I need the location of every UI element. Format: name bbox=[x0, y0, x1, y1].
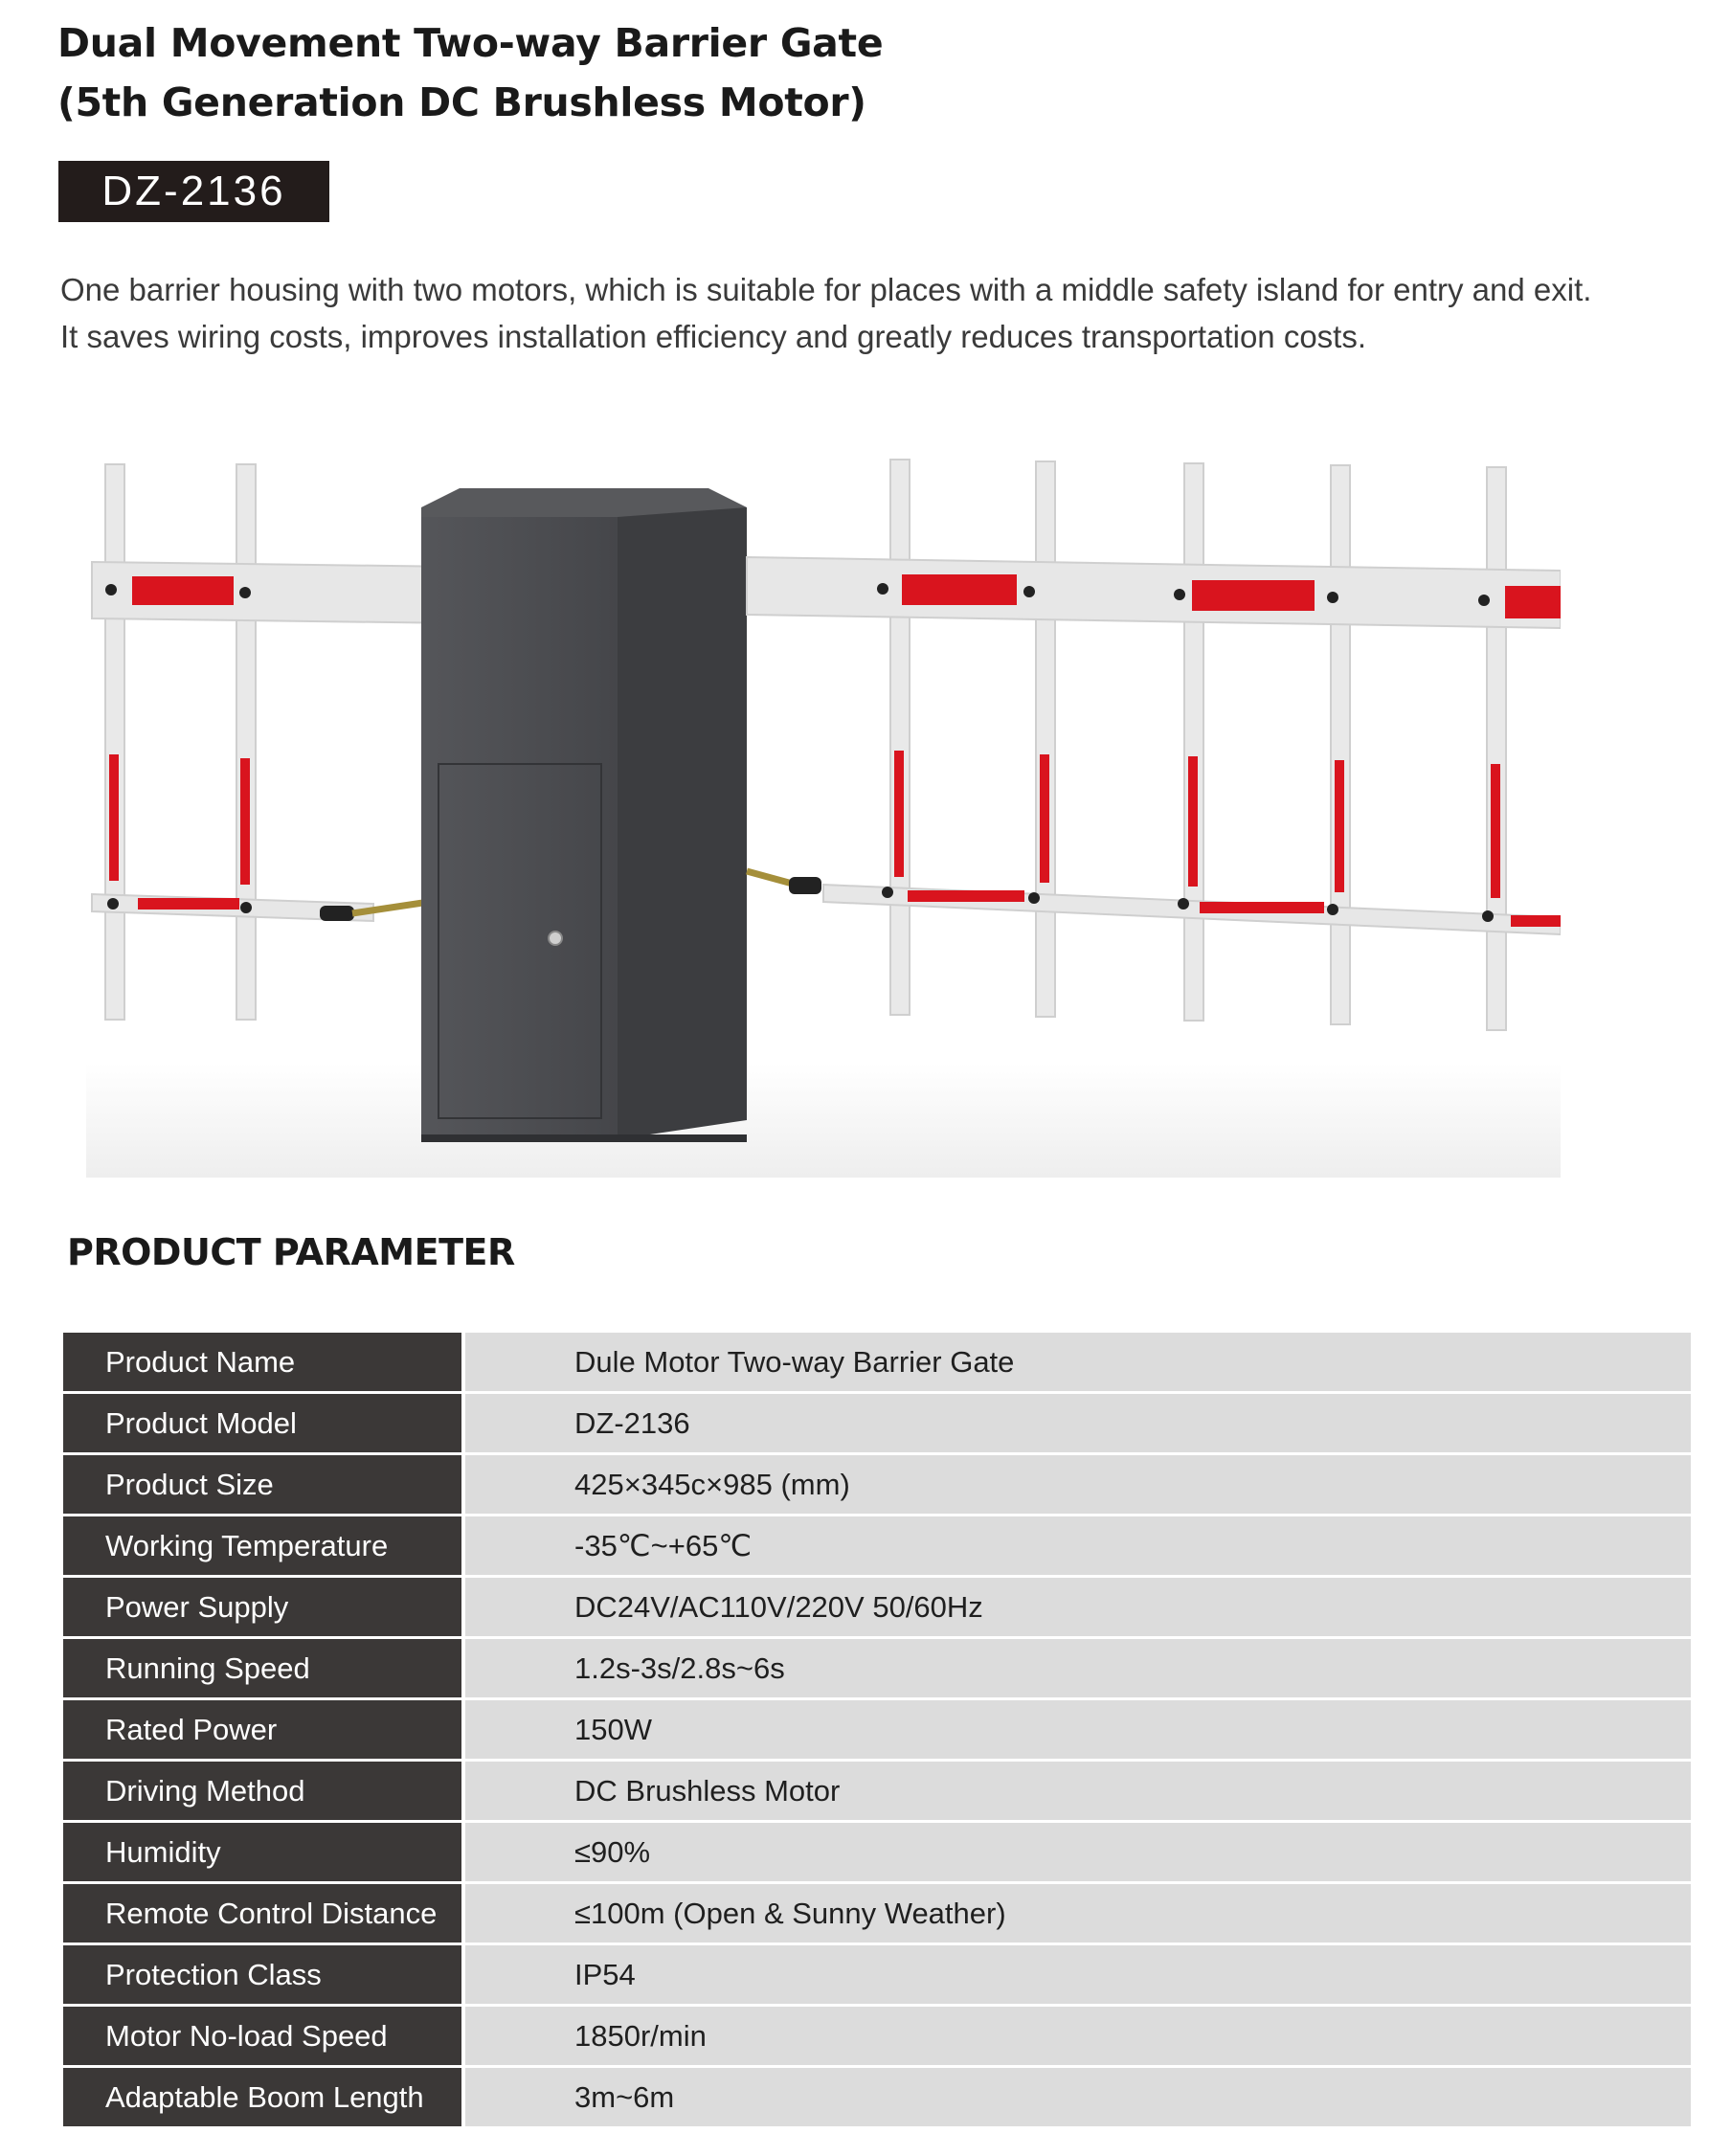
parameter-value: 1.2s-3s/2.8s~6s bbox=[465, 1639, 1691, 1697]
parameter-label: Product Model bbox=[63, 1394, 461, 1452]
model-badge: DZ-2136 bbox=[58, 161, 329, 222]
parameter-value: DC Brushless Motor bbox=[465, 1762, 1691, 1820]
table-row bbox=[63, 2068, 1691, 2126]
table-row bbox=[63, 1455, 1691, 1514]
parameter-value: DZ-2136 bbox=[465, 1394, 1691, 1452]
table-row bbox=[63, 1762, 1691, 1820]
table-row bbox=[63, 1945, 1691, 2004]
parameter-label: Remote Control Distance bbox=[63, 1884, 461, 1943]
right-fence-arm bbox=[747, 460, 1561, 1030]
parameter-label: Adaptable Boom Length bbox=[63, 2068, 461, 2126]
title-line-1: Dual Movement Two-way Barrier Gate bbox=[57, 20, 884, 66]
parameter-value: 1850r/min bbox=[465, 2007, 1691, 2065]
table-row bbox=[63, 2007, 1691, 2065]
table-row bbox=[63, 1516, 1691, 1575]
parameter-label: Working Temperature bbox=[63, 1516, 461, 1575]
parameter-label: Running Speed bbox=[63, 1639, 461, 1697]
section-title: PRODUCT PARAMETER bbox=[67, 1231, 515, 1273]
intro-text bbox=[60, 266, 1688, 360]
parameter-label: Rated Power bbox=[63, 1700, 461, 1759]
table-row bbox=[63, 1884, 1691, 1943]
parameter-value: 3m~6m bbox=[465, 2068, 1691, 2126]
table-row bbox=[63, 1823, 1691, 1881]
parameter-value: IP54 bbox=[465, 1945, 1691, 2004]
title-line-2: (5th Generation DC Brushless Motor) bbox=[57, 79, 866, 125]
barrier-housing bbox=[421, 488, 747, 1142]
table-row bbox=[63, 1639, 1691, 1697]
parameter-label: Humidity bbox=[63, 1823, 461, 1881]
parameter-label: Protection Class bbox=[63, 1945, 461, 2004]
parameter-value: -35℃~+65℃ bbox=[465, 1516, 1691, 1575]
intro-line-2: It saves wiring costs, improves installation efficiency and greatly reduces transportation costs. bbox=[60, 319, 1367, 354]
barrier-gate-product-image bbox=[86, 450, 1561, 1178]
intro-line-1: One barrier housing with two motors, which is suitable for places with a middle safety island for entry and exit. bbox=[60, 272, 1592, 307]
page-title bbox=[57, 13, 883, 132]
parameter-table bbox=[63, 1333, 1691, 2129]
parameter-value: ≤100m (Open & Sunny Weather) bbox=[465, 1884, 1691, 1943]
parameter-label: Product Name bbox=[63, 1333, 461, 1391]
table-row bbox=[63, 1578, 1691, 1636]
parameter-label: Driving Method bbox=[63, 1762, 461, 1820]
parameter-value: ≤90% bbox=[465, 1823, 1691, 1881]
table-row bbox=[63, 1700, 1691, 1759]
parameter-label: Product Size bbox=[63, 1455, 461, 1514]
table-row bbox=[63, 1394, 1691, 1452]
floor-shadow bbox=[86, 1063, 1561, 1178]
parameter-value: Dule Motor Two-way Barrier Gate bbox=[465, 1333, 1691, 1391]
table-row bbox=[63, 1333, 1691, 1391]
parameter-label: Motor No-load Speed bbox=[63, 2007, 461, 2065]
parameter-value: 425×345c×985 (mm) bbox=[465, 1455, 1691, 1514]
parameter-value: DC24V/AC110V/220V 50/60Hz bbox=[465, 1578, 1691, 1636]
parameter-value: 150W bbox=[465, 1700, 1691, 1759]
parameter-label: Power Supply bbox=[63, 1578, 461, 1636]
